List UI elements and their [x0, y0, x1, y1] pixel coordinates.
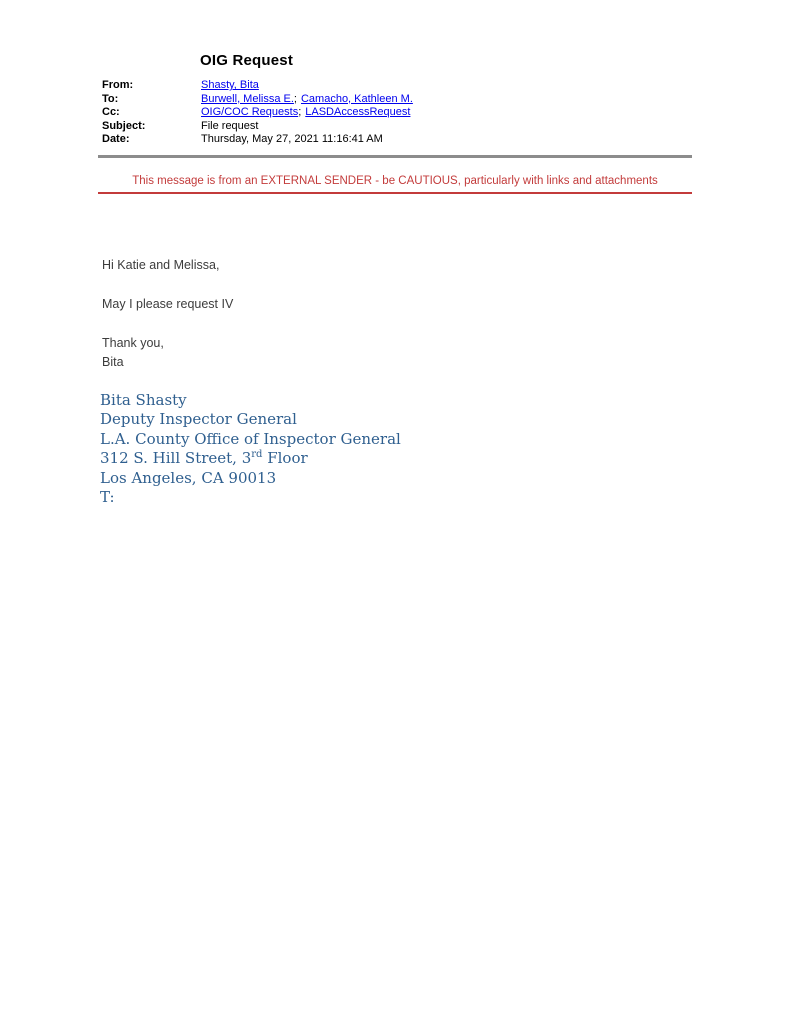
signature-city-state-zip: Los Angeles, CA 90013 [100, 468, 277, 487]
external-sender-warning-banner [98, 175, 692, 194]
signature-name: Bita Shasty [100, 391, 187, 409]
from-sender-link[interactable]: Shasty, Bita [201, 79, 259, 91]
header-row-subject [102, 120, 662, 134]
street-address-suffix: Floor [262, 449, 308, 468]
email-title: OIG Request [200, 52, 294, 69]
signature-job-title: Deputy Inspector General [100, 410, 297, 429]
body-closing-name: Bita [102, 355, 124, 369]
cc-recipient-2-link[interactable]: LASDAccessRequest [305, 106, 411, 119]
header-value-from [201, 79, 259, 93]
header-row-to [102, 93, 662, 107]
header-value-to [201, 93, 413, 107]
signature-organization: L.A. County Office of Inspector General [100, 429, 401, 448]
body-greeting: Hi Katie and Melissa, [102, 258, 220, 272]
recipient-separator: ; [298, 106, 302, 119]
header-label-subject: Subject: [102, 119, 146, 132]
street-ordinal-superscript: rd [251, 449, 263, 461]
header-value-subject: File request [201, 119, 259, 132]
header-divider [98, 155, 692, 158]
header-label-date: Date: [102, 133, 130, 146]
external-sender-warning-text: This message is from an EXTERNAL SENDER - be CAUTIOUS, particularly with links and attachments [132, 175, 658, 187]
signature-block [100, 391, 401, 507]
header-row-date [102, 133, 662, 147]
header-value-cc [201, 106, 410, 120]
signature-phone-label: T: [100, 487, 115, 506]
body-request: May I please request IV [102, 297, 234, 311]
header-label-cc: Cc: [102, 106, 120, 119]
to-recipient-1-link[interactable]: Burwell, Melissa E. [201, 92, 294, 105]
street-address-text: 312 S. Hill Street, 3 [100, 449, 252, 468]
header-value-date: Thursday, May 27, 2021 11:16:41 AM [201, 133, 383, 146]
email-header-block [102, 79, 662, 147]
header-row-from [102, 79, 662, 93]
header-label-from: From: [102, 79, 134, 91]
to-recipient-2-link[interactable]: Camacho, Kathleen M. [300, 92, 413, 105]
body-closing: Thank you, [102, 336, 164, 350]
header-label-to: To: [102, 92, 119, 105]
signature-street-address [100, 449, 401, 468]
header-row-cc [102, 106, 662, 120]
cc-recipient-1-link[interactable]: OIG/COC Requests [201, 106, 299, 119]
recipient-separator: ; [293, 92, 297, 105]
